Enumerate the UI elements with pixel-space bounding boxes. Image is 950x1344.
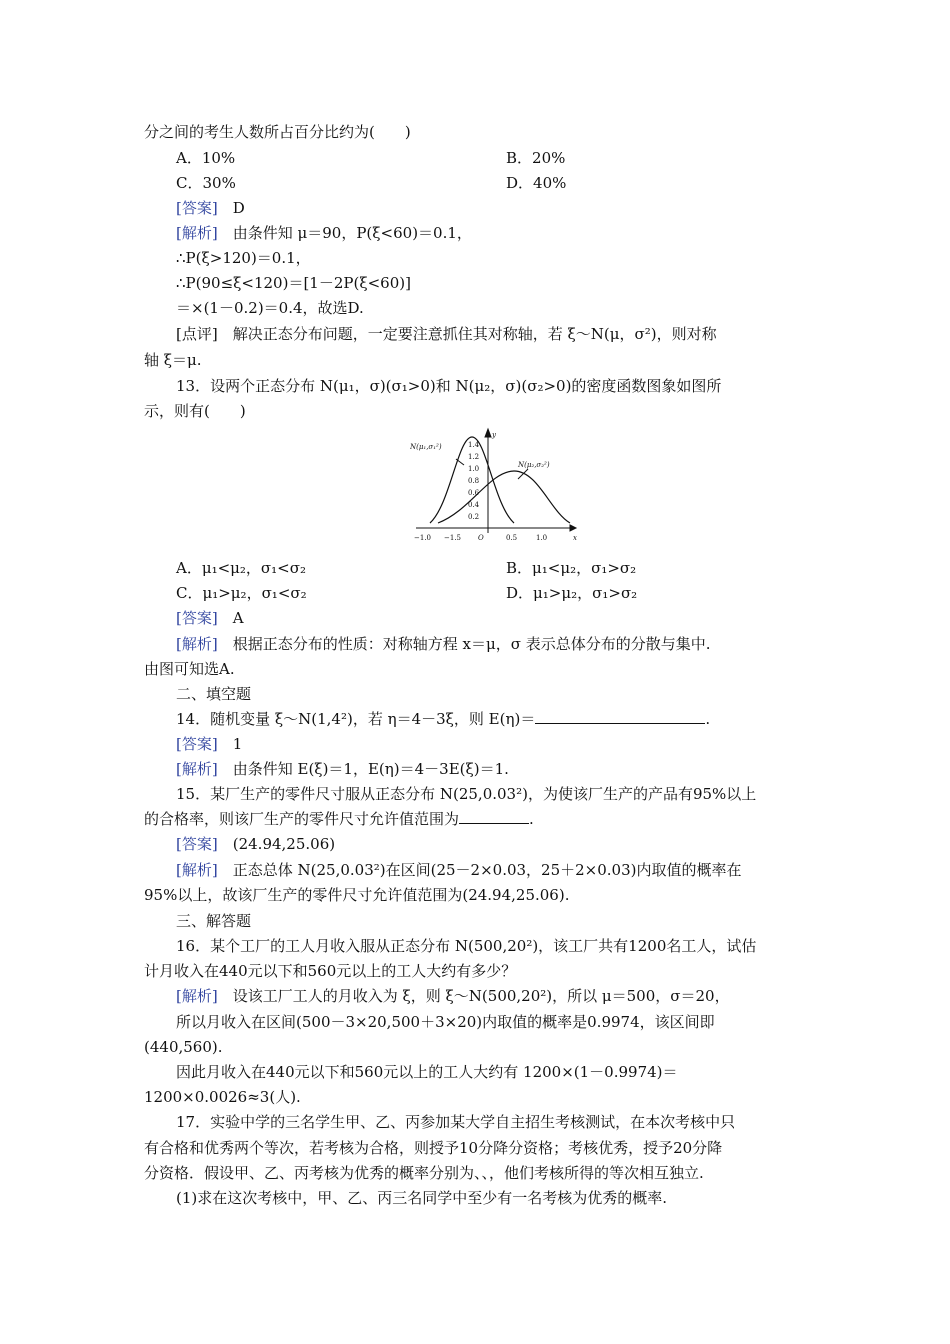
q13-options-row-2 [176,583,808,603]
q15-answer [176,834,808,854]
x-tick: −1.0 [414,534,431,542]
q13-analysis-2: 由图可知选A. [144,660,235,678]
curve-1-label: N(μ₁,σ₁²) [410,443,442,451]
q12-options-row-2 [176,173,808,193]
q17-stem-2: 有合格和优秀两个等次，若考核为合格，则授予10分降分资格；考核优秀，授予20分降 [144,1139,723,1157]
analysis-tag: [解析] [176,987,218,1005]
q15-stem-end: . [529,810,534,828]
analysis-text: 设该工厂工人的月收入为 ξ，则 ξ～N(500,20²)，所以 μ＝500，σ＝20， [232,987,730,1005]
answer-tag: [答案] [176,735,218,753]
q13-stem-2: 示，则有( ) [144,402,246,420]
section-heading-solutions: 三、解答题 [176,912,252,930]
analysis-text: 由条件知 E(ξ)＝1，E(η)＝4－3E(ξ)＝1. [232,760,509,778]
q13-option-d: D．μ₁>μ₂，σ₁>σ₂ [506,584,638,602]
q16-analysis-3: (440,560). [144,1038,223,1056]
q13-analysis-1 [176,634,808,654]
q12-option-b: B．20% [506,149,566,167]
answer-blank [459,809,529,824]
answer-value: D [232,199,245,217]
answer-blank [535,709,705,724]
y-tick: 0.2 [468,513,480,521]
section-heading-fill-blank: 二、填空题 [176,685,252,703]
q13-option-b: B．μ₁<μ₂，σ₁>σ₂ [506,559,637,577]
x-axis-arrow [570,525,576,531]
comment-tag: [点评] [176,325,218,343]
x-tick: −1.5 [444,534,461,542]
curve-2-label: N(μ₂,σ₂²) [518,461,550,469]
curve-2 [438,471,570,523]
analysis-tag: [解析] [176,861,218,879]
q12-comment-2: 轴 ξ＝μ. [144,351,202,369]
analysis-text: 正态总体 N(25,0.03²)在区间(25－2×0.03，25＋2×0.03)内取值的概率在 [232,861,742,879]
q15-stem-1: 15．某厂生产的零件尺寸服从正态分布 N(25,0.03²)，为使该厂生产的产品有95%以上 [176,785,757,803]
q12-analysis-1 [176,223,808,243]
y-tick: 1.4 [468,441,480,449]
q14-stem-end: . [705,710,711,728]
q12-analysis-3: ∴P(90≤ξ<120)＝[1－2P(ξ<60)] [176,274,411,292]
y-tick: 0.6 [468,489,480,497]
analysis-text: 由条件知 μ＝90，P(ξ<60)＝0.1， [232,224,472,242]
q17-part-1: (1)求在这次考核中，甲、乙、丙三名同学中至少有一名考核为优秀的概率. [176,1189,668,1207]
y-tick: 0.8 [468,477,480,485]
q15-stem-2 [144,809,808,829]
q12-options-row-1 [176,148,808,168]
curve-2-pointer [518,469,528,479]
q13-options-row-1 [176,558,808,578]
q16-analysis-4: 因此月收入在440元以下和560元以上的工人大约有 1200×(1－0.9974)＝ [176,1063,678,1081]
comment-text: 解决正态分布问题，一定要注意抓住其对称轴，若 ξ～N(μ，σ²)，则对称 [232,325,717,343]
q16-stem-2: 计月收入在440元以下和560元以上的工人大约有多少？ [144,962,517,980]
q16-analysis-1 [176,986,808,1006]
q14-answer [176,734,808,754]
q12-stem-tail: 分之间的考生人数所占百分比约为( ) [144,123,411,141]
answer-tag: [答案] [176,835,218,853]
y-tick: 1.2 [468,453,480,461]
q15-analysis-2: 95%以上，故该厂生产的零件尺寸允许值范围为(24.94,25.06). [144,886,570,904]
normal-density-figure [410,425,580,545]
analysis-tag: [解析] [176,760,218,778]
y-axis-arrow [485,429,491,437]
answer-tag: [答案] [176,199,218,217]
q16-analysis-5: 1200×0.0026≈3(人). [144,1088,301,1106]
q12-answer [176,198,808,218]
analysis-tag: [解析] [176,635,218,653]
q16-stem-1: 16．某个工厂的工人月收入服从正态分布 N(500,20²)，该工厂共有1200名工人，试估 [176,937,757,955]
answer-value: 1 [232,735,243,753]
q12-comment-1 [176,324,808,344]
q14-analysis [176,759,808,779]
y-axis-label: y [492,431,496,439]
answer-tag: [答案] [176,609,218,627]
q17-stem-1: 17．实验中学的三名学生甲、乙、丙参加某大学自主招生考核测试，在本次考核中只 [176,1113,736,1131]
q17-stem-3: 分资格．假设甲、乙、丙考核为优秀的概率分别为、、，他们考核所得的等次相互独立. [144,1164,704,1182]
q12-analysis-2: ∴P(ξ>120)＝0.1， [176,249,311,267]
q13-option-a: A．μ₁<μ₂，σ₁<σ₂ [176,559,306,577]
q15-analysis-1 [176,860,808,880]
y-tick: 1.0 [468,465,480,473]
q12-option-a: A．10% [176,149,236,167]
answer-value: (24.94,25.06) [232,835,336,853]
y-tick: 0.4 [468,501,480,509]
q12-analysis-4: ＝×(1－0.2)＝0.4，故选D. [176,299,364,317]
x-tick: 0.5 [506,534,518,542]
x-axis-label: x [573,534,577,542]
analysis-text: 根据正态分布的性质：对称轴方程 x＝μ，σ 表示总体分布的分散与集中. [232,635,711,653]
x-tick: 1.0 [536,534,548,542]
q14-stem [176,709,808,729]
q14-stem-text: 14．随机变量 ξ～N(1,4²)，若 η＝4－3ξ，则 E(η)＝ [176,710,536,728]
q13-stem-1: 13．设两个正态分布 N(μ₁，σ)(σ₁>0)和 N(μ₂，σ)(σ₂>0)的密度函数图象如图所 [176,377,722,395]
q12-option-d: D．40% [506,174,567,192]
q13-answer [176,608,808,628]
q12-option-c: C．30% [176,174,236,192]
q13-option-c: C．μ₁>μ₂，σ₁<σ₂ [176,584,307,602]
answer-value: A [232,609,244,627]
analysis-tag: [解析] [176,224,218,242]
x-tick: O [478,534,484,542]
q16-analysis-2: 所以月收入在区间(500－3×20,500＋3×20)内取值的概率是0.9974，该区间即 [176,1013,715,1031]
q15-stem-text: 的合格率，则该厂生产的零件尺寸允许值范围为 [144,810,460,828]
